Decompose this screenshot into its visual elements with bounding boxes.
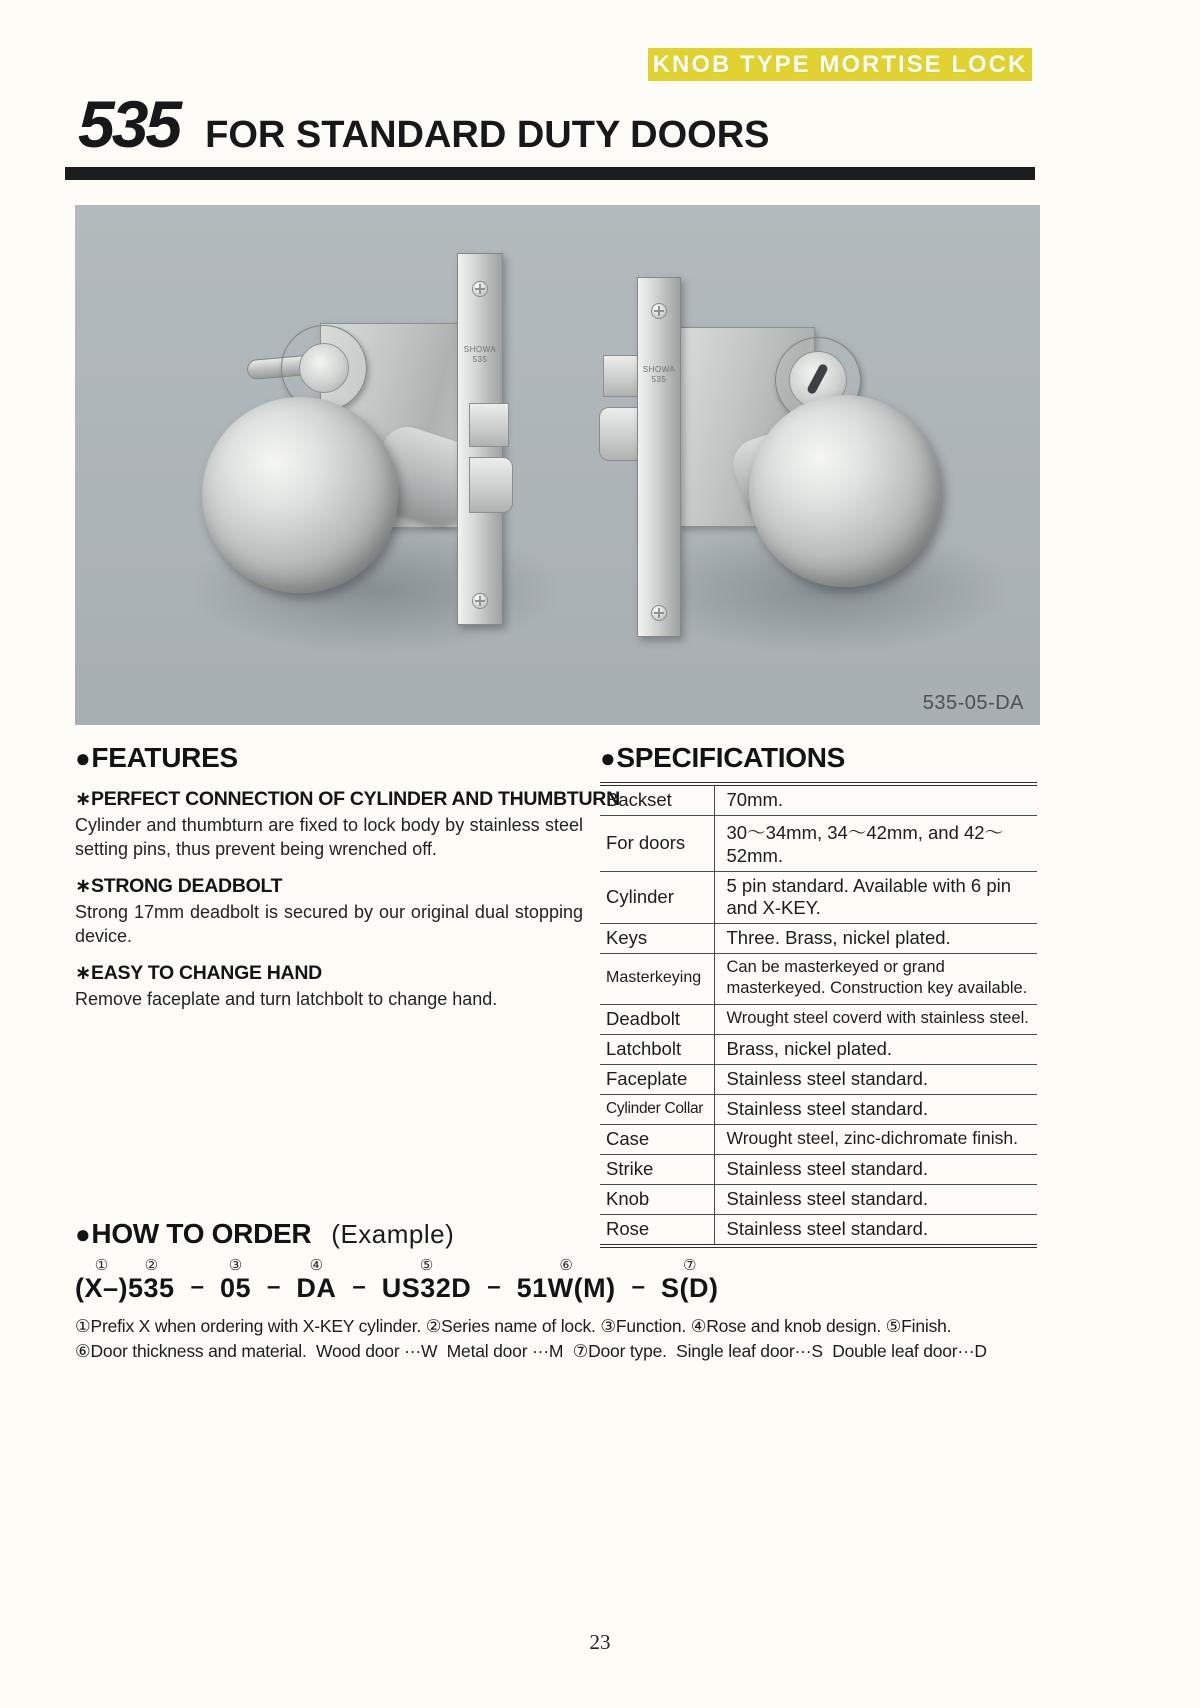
spec-value: Wrought steel coverd with stainless steel. — [714, 1004, 1037, 1034]
order-code-segment — [75, 1256, 128, 1304]
how-to-order-heading — [75, 1218, 1137, 1250]
spec-value: Stainless steel standard. — [714, 1094, 1037, 1124]
circled-number-icon: ⑦ — [682, 1257, 697, 1274]
features-section — [75, 742, 620, 1012]
table-row — [600, 1184, 1037, 1214]
specifications-section — [600, 742, 1037, 1248]
order-code-text: (X–) — [75, 1273, 129, 1303]
order-code-text: DA — [296, 1273, 337, 1303]
spec-label: Faceplate — [600, 1064, 714, 1094]
deadbolt-shape — [469, 403, 509, 447]
latchbolt-shape — [599, 407, 639, 461]
page-title — [78, 86, 770, 162]
spec-label: Backset — [600, 786, 714, 816]
screw-icon — [472, 281, 488, 297]
spec-label: Masterkeying — [600, 954, 714, 1005]
circled-number-icon: ② — [144, 1257, 159, 1274]
spec-value: Stainless steel standard. — [714, 1154, 1037, 1184]
faceplate-brand-text — [457, 345, 503, 366]
order-note: ⑥Door thickness and material. Wood door ···W Metal door ···M ⑦Door type. Single leaf door···S Double leaf door···D — [75, 1340, 987, 1361]
spec-label: Rose — [600, 1214, 714, 1244]
order-code-separator: – — [266, 1273, 281, 1300]
specifications-table — [600, 785, 1037, 1245]
category-banner-label: KNOB TYPE MORTISE LOCK — [652, 50, 1028, 78]
photo-caption: 535-05-DA — [922, 692, 1024, 714]
table-row — [600, 1004, 1037, 1034]
spec-value: Stainless steel standard. — [714, 1184, 1037, 1214]
feature-body: Cylinder and thumbturn are fixed to lock body by stainless steel setting pins, thus prevent being wrenched off. — [75, 815, 583, 860]
right-faceplate — [637, 277, 681, 637]
order-code — [75, 1256, 1137, 1304]
order-code-separator: – — [190, 1273, 204, 1300]
thumbturn-cylinder-core — [299, 343, 349, 393]
specifications-table-wrap — [600, 782, 1037, 1248]
order-code-text: 51W(M) — [516, 1273, 616, 1303]
screw-icon — [651, 605, 667, 621]
table-row — [600, 924, 1037, 954]
spec-value: Can be masterkeyed or grand masterkeyed. Construction key available. — [714, 954, 1037, 1005]
spec-label: Case — [600, 1124, 714, 1154]
order-code-segment — [220, 1256, 251, 1304]
how-to-order-title-text: HOW TO ORDER — [91, 1218, 312, 1249]
feature-body: Remove faceplate and turn latchbolt to change hand. — [75, 989, 498, 1010]
screw-icon — [651, 303, 667, 319]
order-code-segment — [296, 1256, 336, 1304]
deadbolt-shape — [603, 355, 639, 397]
category-banner — [648, 48, 1032, 81]
circled-number-icon: ⑤ — [419, 1257, 434, 1274]
order-note: ①Prefix X when ordering with X-KEY cylinder. ②Series name of lock. ③Function. ④Rose and knob design. ⑤Finish. — [75, 1316, 952, 1336]
spec-value: 70mm. — [726, 789, 784, 810]
spec-label: For doors — [600, 816, 714, 872]
specifications-heading-text: SPECIFICATIONS — [616, 742, 846, 773]
brand-line: SHOWA — [463, 345, 497, 354]
page-title-text: FOR STANDARD DUTY DOORS — [205, 114, 770, 156]
circled-number-icon: ③ — [228, 1257, 243, 1274]
order-code-text: US32D — [381, 1273, 472, 1303]
order-code-text: 05 — [219, 1273, 251, 1303]
table-row — [600, 1154, 1037, 1184]
model-number: 535 — [78, 87, 180, 161]
spec-value: 30〜34mm, 34〜42mm, and 42〜52mm. — [714, 816, 1037, 872]
table-row — [600, 1064, 1037, 1094]
order-code-segment — [661, 1256, 719, 1304]
order-code-segment — [128, 1256, 175, 1304]
order-code-text: S(D) — [660, 1273, 719, 1303]
order-code-segment — [517, 1256, 616, 1304]
door-knob-left — [202, 397, 398, 593]
how-to-order-title — [75, 1218, 311, 1250]
features-heading — [75, 742, 583, 774]
circled-number-icon: ⑥ — [559, 1257, 573, 1274]
order-code-separator: – — [352, 1273, 366, 1300]
table-row — [600, 872, 1037, 924]
circled-number-icon: ① — [94, 1257, 109, 1274]
table-row — [600, 1094, 1037, 1124]
brand-line: SHOWA — [642, 365, 676, 374]
spec-label: Deadbolt — [600, 1004, 714, 1034]
order-code-separator: – — [631, 1273, 645, 1300]
table-row — [600, 816, 1037, 872]
order-notes — [75, 1314, 1137, 1364]
faceplate-brand-text — [636, 365, 682, 386]
how-to-order-section — [75, 1218, 1137, 1364]
circled-number-icon: ④ — [309, 1257, 324, 1274]
spec-label: Keys — [600, 924, 714, 954]
spec-label: Latchbolt — [600, 1034, 714, 1064]
spec-value: Stainless steel standard. — [714, 1064, 1037, 1094]
feature-title: ∗EASY TO CHANGE HAND — [75, 962, 322, 985]
spec-value: 5 pin standard. Available with 6 pin and X-KEY. — [714, 872, 1037, 924]
spec-value: Brass, nickel plated. — [714, 1034, 1037, 1064]
feature-title: ∗STRONG DEADBOLT — [75, 875, 283, 898]
feature-title: ∗PERFECT CONNECTION OF CYLINDER AND THUMBTURN — [75, 788, 620, 810]
brand-line: 535 — [472, 355, 488, 365]
screw-icon — [472, 593, 488, 609]
spec-label: Strike — [600, 1154, 714, 1184]
table-row — [600, 1124, 1037, 1154]
bullet-icon: ● — [75, 743, 91, 773]
latchbolt-shape — [469, 457, 513, 513]
specifications-heading — [600, 742, 1037, 774]
feature-body: Strong 17mm deadbolt is secured by our original dual stopping device. — [75, 902, 583, 947]
spec-value: Stainless steel standard. — [714, 1214, 1037, 1244]
door-knob-right — [749, 395, 941, 587]
table-row — [600, 786, 1037, 816]
example-label: (Example) — [331, 1219, 455, 1249]
spec-label: Cylinder Collar — [600, 1094, 714, 1124]
order-code-separator: – — [487, 1273, 501, 1300]
table-row — [600, 954, 1037, 1005]
spec-value: Three. Brass, nickel plated. — [714, 924, 1037, 954]
bullet-icon: ● — [600, 743, 616, 773]
spec-value: Wrought steel, zinc-dichromate finish. — [714, 1124, 1037, 1154]
spec-label: Knob — [600, 1184, 714, 1214]
page-number: 23 — [589, 1630, 611, 1654]
title-rule — [65, 167, 1035, 180]
bullet-icon: ● — [75, 1219, 91, 1249]
brand-line: 535 — [651, 375, 667, 385]
spec-label: Cylinder — [600, 872, 714, 924]
order-code-text: 535 — [128, 1273, 175, 1303]
product-photo — [75, 205, 1040, 725]
features-heading-text: FEATURES — [91, 742, 238, 773]
table-row — [600, 1034, 1037, 1064]
order-code-segment — [382, 1256, 472, 1304]
